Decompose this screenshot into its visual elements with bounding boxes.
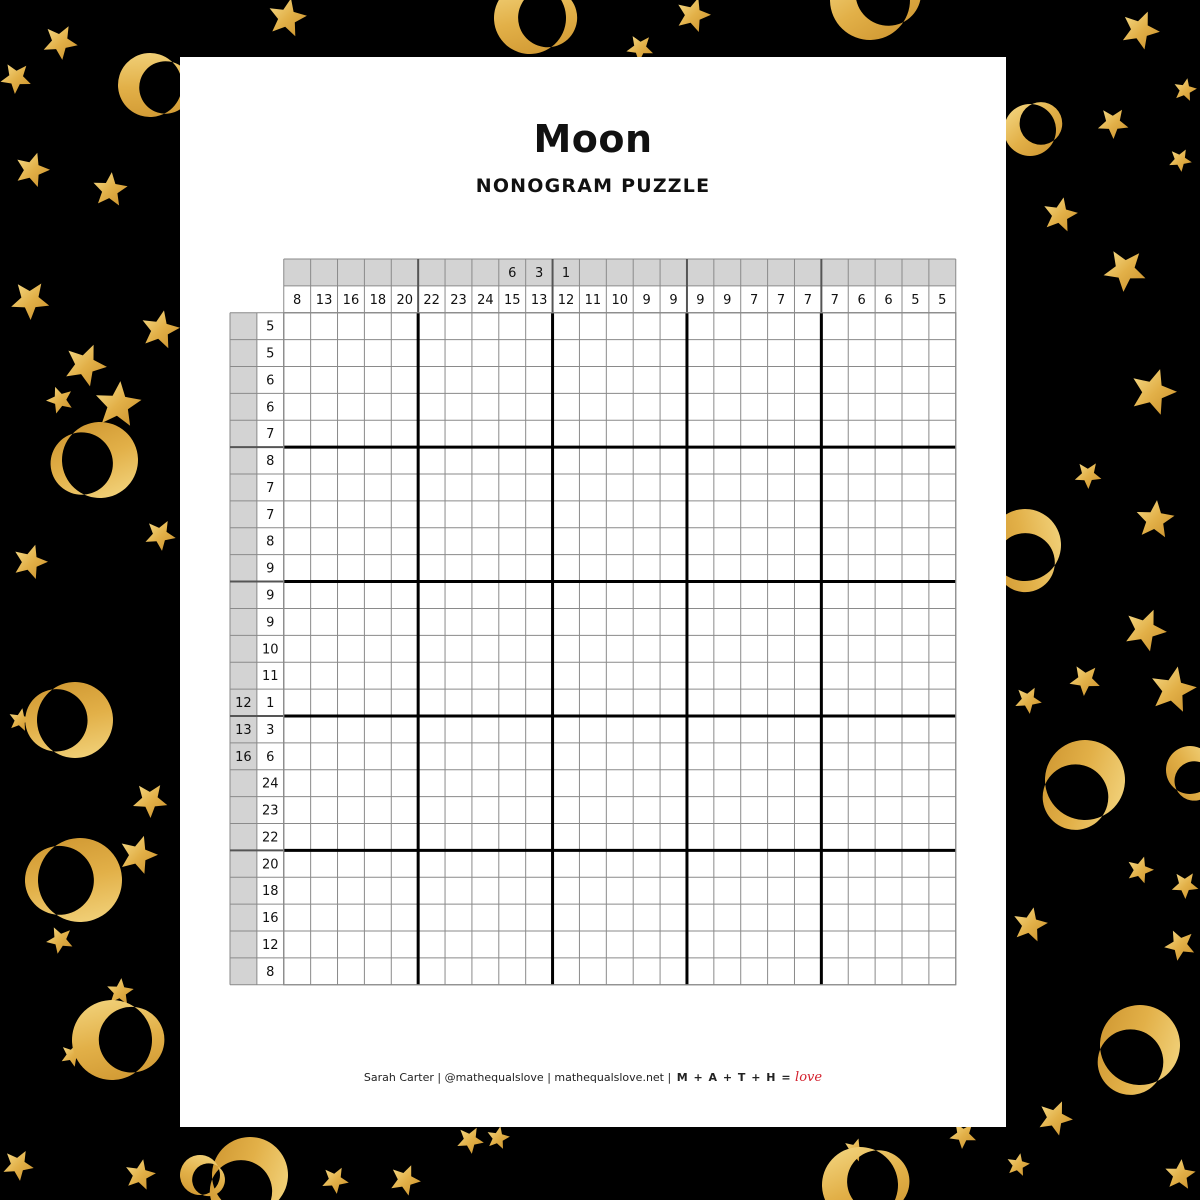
row-clue: 1: [266, 696, 275, 712]
column-clue: 9: [669, 292, 678, 308]
puzzle-subtitle: NONOGRAM PUZZLE: [475, 175, 711, 197]
column-clue: 1: [561, 265, 571, 281]
play-area: [284, 313, 956, 985]
column-clue: 22: [423, 292, 440, 308]
column-clue: 6: [857, 292, 866, 308]
row-clue: 9: [266, 561, 275, 577]
row-clue: 9: [266, 615, 275, 631]
row-clue: 22: [262, 830, 279, 846]
footer-credits: [180, 1070, 1006, 1085]
column-clue: 8: [293, 292, 302, 308]
row-clue: 8: [266, 454, 275, 470]
footer-separator: |: [437, 1071, 445, 1084]
column-clue: 6: [508, 265, 517, 281]
row-clue: 12: [262, 937, 279, 953]
row-clue: 8: [266, 964, 275, 980]
row-clue: 13: [235, 722, 252, 738]
puzzle-title: Moon: [533, 117, 653, 161]
puzzle-sheet: [180, 57, 1006, 1127]
row-clue: 16: [262, 911, 279, 927]
footer-site: mathequalslove.net: [554, 1071, 664, 1084]
footer-author: Sarah Carter: [363, 1071, 434, 1084]
column-clue: 24: [477, 292, 494, 308]
column-clue: 3: [534, 265, 544, 281]
column-clue: 7: [803, 292, 813, 308]
footer-separator: |: [547, 1071, 555, 1084]
row-clue: 18: [262, 884, 279, 900]
row-clue: 6: [266, 373, 275, 389]
row-clue: 6: [266, 400, 275, 416]
row-clue: 23: [262, 803, 279, 819]
column-clue: 10: [611, 292, 629, 308]
column-clue: 13: [315, 292, 333, 308]
row-clue: 6: [266, 749, 275, 765]
row-clue: 7: [266, 480, 275, 496]
column-clue: 9: [642, 292, 651, 308]
column-clue: 11: [584, 292, 602, 308]
math-logo: M + A + T + H =: [676, 1071, 792, 1084]
row-clue: 9: [266, 588, 275, 604]
row-clue: 3: [266, 722, 275, 738]
column-clue: 5: [911, 292, 920, 308]
column-clue: 20: [396, 292, 413, 308]
column-clue: 6: [884, 292, 893, 308]
column-clue: 13: [530, 292, 548, 308]
column-clue: 15: [503, 292, 521, 308]
column-clue: 18: [369, 292, 387, 308]
row-clue: 7: [266, 507, 275, 523]
footer-handle: @mathequalslove: [444, 1071, 544, 1084]
column-clue: 23: [450, 292, 467, 308]
column-clue: 9: [696, 292, 705, 308]
row-clue: 10: [262, 642, 279, 658]
column-clue: 12: [557, 292, 575, 308]
row-clue: 8: [266, 534, 275, 550]
row-clue: 12: [235, 696, 252, 712]
row-clue: 16: [235, 749, 252, 765]
nonogram-grid: [180, 57, 1006, 1127]
row-clue: 20: [262, 857, 279, 873]
row-clue: 24: [262, 776, 279, 792]
column-clue: 7: [750, 292, 759, 308]
column-clue: 9: [723, 292, 732, 308]
footer-separator: |: [667, 1071, 675, 1084]
column-clue: 7: [830, 292, 839, 308]
column-clue: 5: [938, 292, 947, 308]
row-clue: 11: [262, 669, 279, 685]
row-clue: 7: [266, 427, 275, 443]
row-clue: 5: [266, 319, 275, 335]
column-clue: 16: [342, 292, 360, 308]
column-clue: 7: [776, 292, 786, 308]
math-logo-love: love: [795, 1070, 823, 1085]
row-clue: 5: [266, 346, 275, 362]
